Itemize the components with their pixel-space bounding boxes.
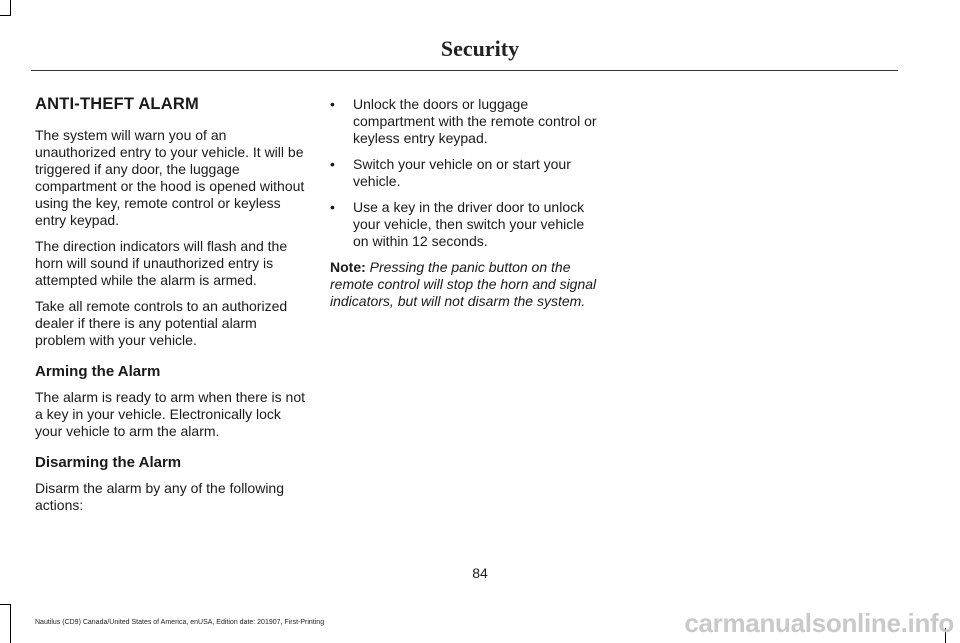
list-item-text: Use a key in the driver door to unlock your vehicle, then switch your vehicle on within 12 seconds. (353, 199, 585, 249)
edition-footer: Nautilus (CD9) Canada/United States of America, enUSA, Edition date: 201907, First-Printing (35, 619, 325, 626)
crop-mark-bottom-left-vertical (10, 604, 11, 643)
list-item (330, 199, 602, 250)
crop-mark-bottom-left-horizontal (0, 604, 11, 605)
note-text: Pressing the panic button on the remote control will stop the horn and signal indicators, but will not disarm the system. (330, 259, 597, 309)
bullet-icon: • (330, 96, 335, 112)
list-item (330, 96, 602, 147)
disarming-paragraph: Disarm the alarm by any of the following actions: (35, 480, 284, 513)
note-label: Note: (330, 259, 366, 275)
crop-mark-top-left-horizontal (0, 15, 11, 16)
section-heading: ANTI-THEFT ALARM (35, 95, 199, 113)
intro-paragraph-2: The direction indicators will flash and the horn will sound if unauthorized entry is attempted while the alarm is armed. (35, 238, 288, 288)
running-header-title: Security (440, 36, 520, 61)
disarm-actions-list (330, 96, 602, 250)
arming-paragraph: The alarm is ready to arm when there is not a key in your vehicle. Electronically lock your vehicle to arm the alarm. (35, 389, 306, 439)
left-column (35, 96, 307, 523)
intro-paragraph-3: Take all remote controls to an authorized dealer if there is any potential alarm problem with your vehicle. (35, 298, 288, 348)
note-paragraph (330, 259, 602, 310)
arming-heading: Arming the Alarm (35, 363, 161, 380)
bullet-icon: • (330, 156, 335, 172)
crop-mark-top-left-vertical (10, 0, 11, 15)
page-number: 84 (472, 565, 488, 581)
disarming-heading: Disarming the Alarm (35, 454, 182, 471)
bullet-icon: • (330, 199, 335, 215)
right-column (330, 96, 602, 319)
header-rule (31, 70, 898, 71)
list-item-text: Unlock the doors or luggage compartment with the remote control or keyless entry keypad. (353, 96, 597, 146)
list-item (330, 156, 602, 190)
intro-paragraph-1: The system will warn you of an unauthorized entry to your vehicle. It will be triggered if any door, the luggage compartment or the hood is opened without using the key, remote control or keyless entry keypad. (35, 127, 305, 228)
list-item-text: Switch your vehicle on or start your vehicle. (353, 156, 571, 189)
watermark: carmanualsonline.info (684, 608, 954, 638)
